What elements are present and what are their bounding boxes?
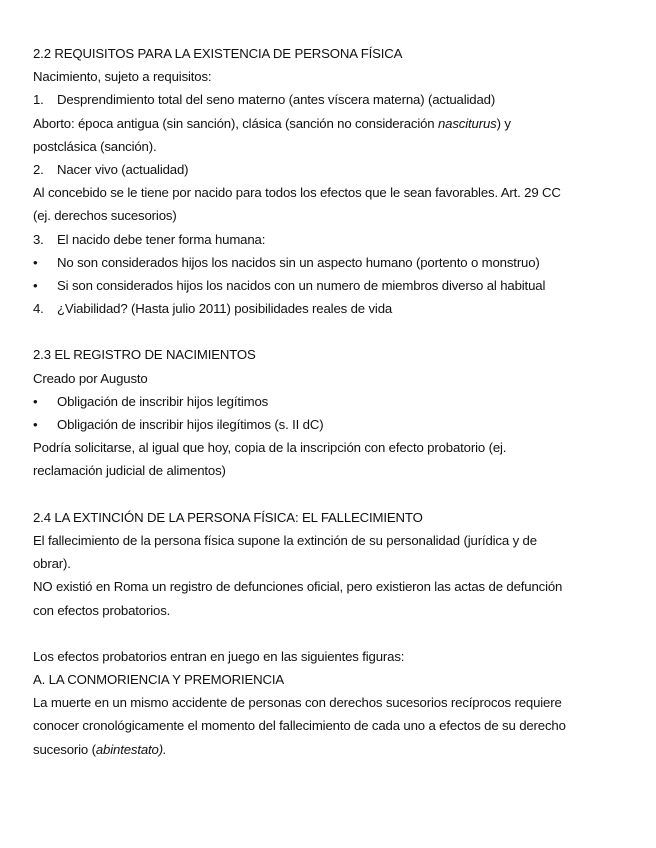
- paragraph-fallecimiento-line2: obrar).: [33, 556, 71, 572]
- paragraph-fallecimiento-line1: El fallecimiento de la persona física supone la extinción de su personalidad (jurídica y de: [33, 532, 537, 548]
- spacer: [33, 320, 633, 343]
- list-text: Nacer vivo (actualidad): [57, 161, 189, 177]
- document-page: [33, 42, 633, 761]
- bullet-item: [33, 274, 633, 297]
- bullet-icon: •: [33, 417, 38, 432]
- section-heading-registro: 2.3 EL REGISTRO DE NACIMIENTOS: [33, 347, 256, 363]
- bullet-item: [33, 251, 633, 274]
- list-item-3: [33, 228, 633, 251]
- italic-term: nasciturus: [438, 115, 497, 131]
- bullet-item: [33, 413, 633, 436]
- bullet-item: [33, 390, 633, 413]
- paragraph-muerte-line2: conocer cronológicamente el momento del fallecimiento de cada uno a efectos de su derecho: [33, 718, 566, 734]
- paragraph-copia-line1: Podría solicitarse, al igual que hoy, copia de la inscripción con efecto probatorio (ej.: [33, 440, 507, 456]
- italic-term: abintestato).: [95, 741, 167, 757]
- list-item-4: [33, 297, 633, 320]
- section-heading-requisitos: 2.2 REQUISITOS PARA LA EXISTENCIA DE PERSONA FÍSICA: [33, 46, 403, 61]
- paragraph-aborto-line1: [33, 112, 633, 135]
- bullet-icon: •: [33, 393, 38, 409]
- paragraph-efectos: Los efectos probatorios entran en juego en las siguientes figuras:: [33, 648, 405, 664]
- text-run: ) y: [496, 115, 511, 131]
- list-text: Desprendimiento total del seno materno (antes víscera materna) (actualidad): [57, 92, 496, 108]
- subheading-conmoriencia: A. LA CONMORIENCIA Y PREMORIENCIA: [33, 672, 285, 688]
- spacer: [33, 483, 633, 506]
- list-text: El nacido debe tener forma humana:: [57, 231, 266, 247]
- list-number: 1.: [33, 92, 44, 108]
- list-number: 4.: [33, 301, 44, 317]
- paragraph-copia-line2: reclamación judicial de alimentos): [33, 463, 226, 479]
- list-number: 2.: [33, 161, 44, 177]
- paragraph-muerte-line3: [33, 738, 633, 761]
- list-text: ¿Viabilidad? (Hasta julio 2011) posibilidades reales de vida: [57, 301, 393, 317]
- paragraph-creado: Creado por Augusto: [33, 370, 148, 386]
- bullet-text: No son considerados hijos los nacidos sin un aspecto humano (portento o monstruo): [57, 254, 540, 270]
- paragraph-muerte-line1: La muerte en un mismo accidente de personas con derechos sucesorios recíprocos requiere: [33, 695, 562, 711]
- text-run: sucesorio (: [33, 741, 96, 757]
- text-run: Aborto: época antigua (sin sanción), clásica (sanción no consideración: [33, 115, 438, 131]
- bullet-icon: •: [33, 254, 38, 270]
- section-heading-extincion: 2.4 LA EXTINCIÓN DE LA PERSONA FÍSICA: EL FALLECIMIENTO: [33, 509, 423, 525]
- paragraph-concebido-line1: Al concebido se le tiene por nacido para todos los efectos que le sean favorables. Art. 29 CC: [33, 185, 561, 201]
- paragraph-concebido-line2: (ej. derechos sucesorios): [33, 208, 177, 224]
- paragraph-nacimiento: Nacimiento, sujeto a requisitos:: [33, 69, 212, 85]
- paragraph-registro-line1: NO existió en Roma un registro de defunciones oficial, pero existieron las actas de defunción: [33, 579, 563, 595]
- bullet-text: Si son considerados hijos los nacidos con un numero de miembros diverso al habitual: [57, 277, 546, 293]
- bullet-text: Obligación de inscribir hijos ilegítimos (s. II dC): [57, 417, 324, 432]
- bullet-icon: •: [33, 277, 38, 293]
- paragraph-aborto-line2: postclásica (sanción).: [33, 138, 157, 154]
- list-item-2: [33, 158, 633, 181]
- spacer: [33, 622, 633, 645]
- bullet-text: Obligación de inscribir hijos legítimos: [57, 393, 269, 409]
- paragraph-registro-line2: con efectos probatorios.: [33, 602, 171, 618]
- list-item-1: [33, 88, 633, 111]
- list-number: 3.: [33, 231, 44, 247]
